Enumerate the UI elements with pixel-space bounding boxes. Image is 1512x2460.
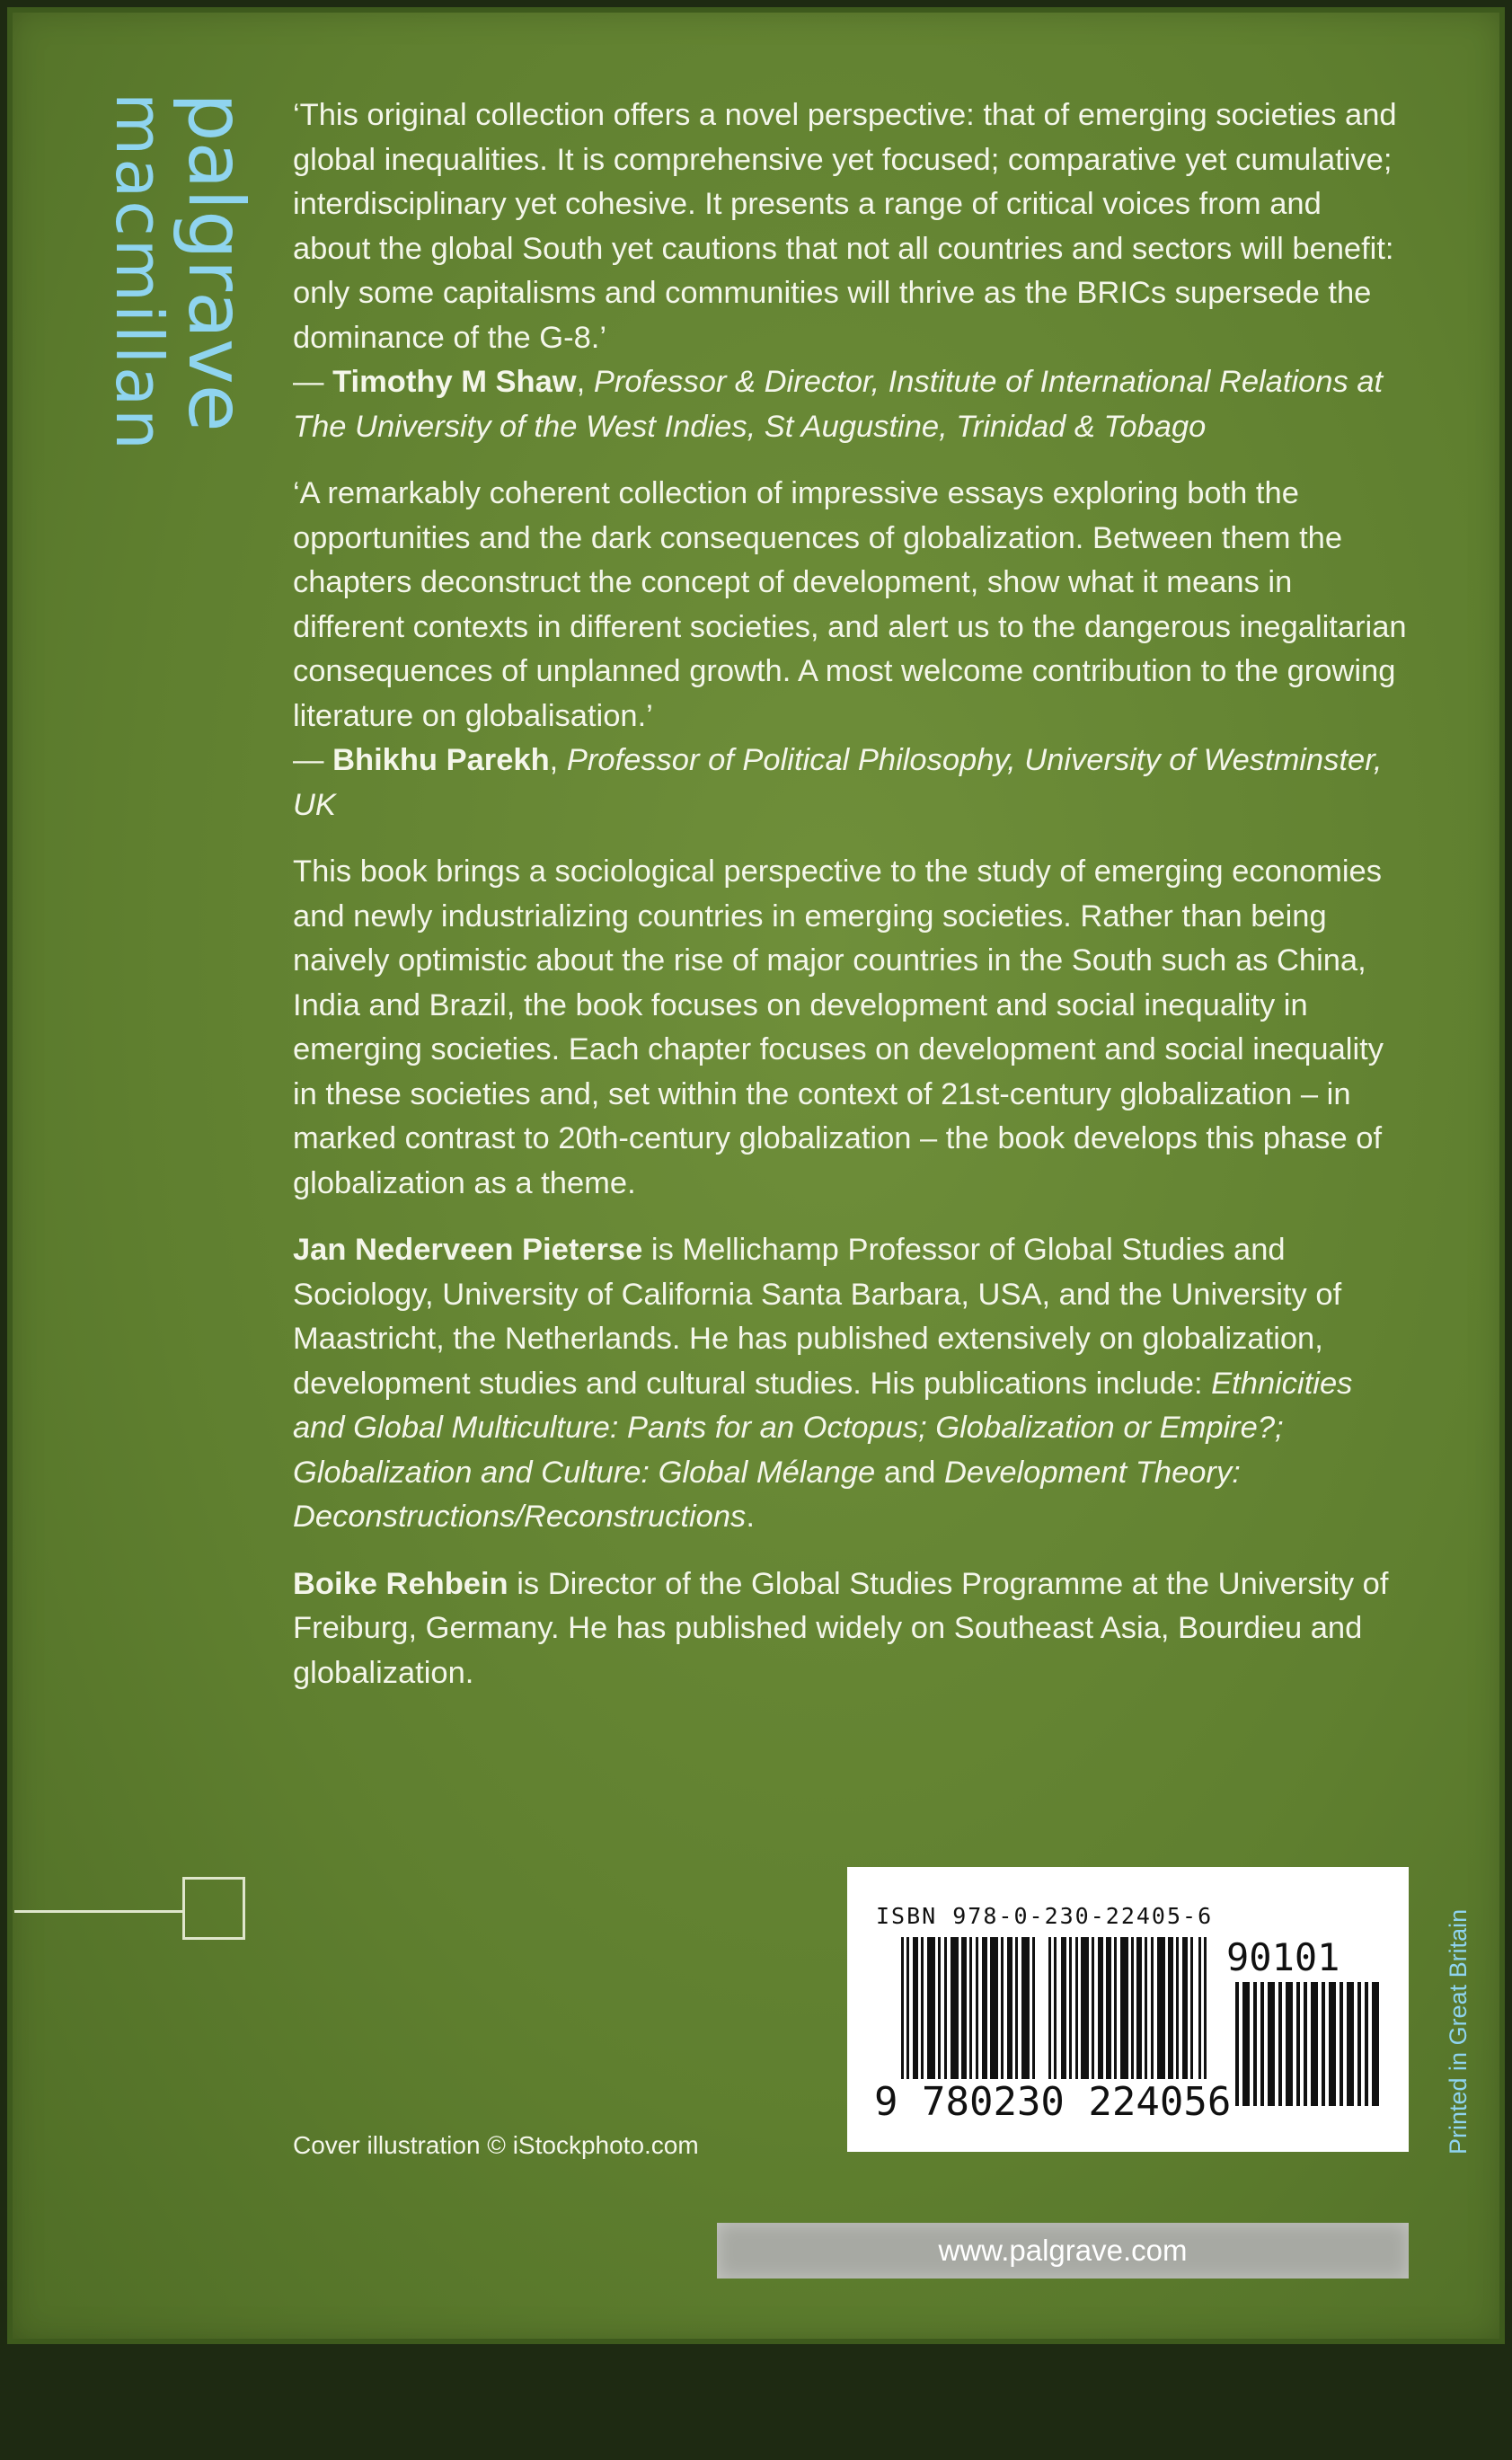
publisher-url-link[interactable]: www.palgrave.com	[717, 2223, 1409, 2279]
separator: ,	[576, 365, 594, 399]
endorser-affiliation: Professor of Political Philosophy, University of Westminster, UK	[293, 743, 1383, 822]
printed-in-label	[1445, 1908, 1481, 2460]
printed-text: Printed in Great Britain	[1445, 1908, 1472, 2155]
brand-palgrave: palgrave	[171, 93, 261, 432]
book-description: This book brings a sociological perspective to the study of emerging economies and newly industrializing countries in emerging societies. Rather than being naively optimistic about the rise of major countries in the South such as China, India and Brazil, the book focuses on development and social inequality in emerging societies. Each chapter focuses on development and social inequality in these societies and, set within the context of 21st-century globalization – in marked contrast to 20th-century globalization – the book develops this phase of globalization as a theme.	[293, 854, 1384, 1200]
author-bio-text: is Mellichamp Professor of Global Studies and Sociology, University of California Santa Barbara, USA, and the University of Maastricht, the Netherlands. He has published extensively on globalization, development studies and cultural studies. His publications include:	[293, 1233, 1342, 1401]
decorative-square	[182, 1877, 245, 1940]
quote-dash: —	[293, 743, 333, 777]
quote-dash: —	[293, 365, 333, 399]
endorser-affiliation: Professor & Director, Institute of International Relations at The University of the West Indies, St Augustine, Trinidad & Tobago	[293, 365, 1384, 444]
addon-barcode-icon	[1235, 1982, 1384, 2106]
period: .	[746, 1500, 755, 1534]
quote-text: ‘A remarkably coherent collection of impressive essays exploring both the opportunities and the dark consequences of globalization. Between them the chapters deconstruct the concept of development, show what it means in different contexts in different societies, and alert us to the dangerous inegalitarian consequences of unplanned growth. A most welcome contribution to the growing literature on globalisation.’	[293, 476, 1407, 733]
conjunction: and	[875, 1455, 944, 1490]
author-bio-2	[293, 1562, 1407, 1696]
endorsement-1	[293, 93, 1407, 449]
quote-text: ‘This original collection offers a novel perspective: that of emerging societies and global inequalities. It is comprehensive yet focused; comparative yet cumulative; interdisciplinary yet cohesive. It presents a range of critical voices from and about the global South yet cautions that not all countries and sectors will benefit: only some capitalisms and communities will thrive as the BRICs supersede the dominance of the G-8.’	[293, 98, 1397, 355]
separator: ,	[549, 743, 567, 777]
author-name: Jan Nederveen Pieterse	[293, 1233, 643, 1267]
price-code: 90101	[1226, 1935, 1340, 1979]
brand-macmillan: macmillan	[102, 93, 177, 453]
author-works: Development Theory: Deconstructions/Reconstructions	[293, 1455, 1241, 1534]
author-bio-text: is Director of the Global Studies Programme at the University of Freiburg, Germany. He has published widely on Southeast Asia, Bourdieu and globalization.	[293, 1566, 1389, 1690]
barcode-panel	[847, 1867, 1409, 2152]
author-works: Ethnicities and Global Multiculture: Pants for an Octopus; Globalization or Empire?; Globalization and Culture: Global Mélange	[293, 1366, 1353, 1490]
decorative-line	[14, 1910, 183, 1913]
isbn-label: ISBN 978-0-230-22405-6	[876, 1903, 1214, 1929]
cover-text	[293, 93, 1407, 1718]
author-bio-1	[293, 1228, 1407, 1540]
barcode-digits: 9 780230 224056	[874, 2079, 1232, 2125]
endorsement-2	[293, 472, 1407, 827]
cover-credit: Cover illustration © iStockphoto.com	[293, 2131, 699, 2159]
endorser-name: Bhikhu Parekh	[332, 743, 550, 777]
publisher-logo	[88, 93, 261, 453]
book-back-cover	[7, 7, 1505, 2344]
author-name: Boike Rehbein	[293, 1566, 508, 1601]
endorser-name: Timothy M Shaw	[332, 365, 577, 399]
